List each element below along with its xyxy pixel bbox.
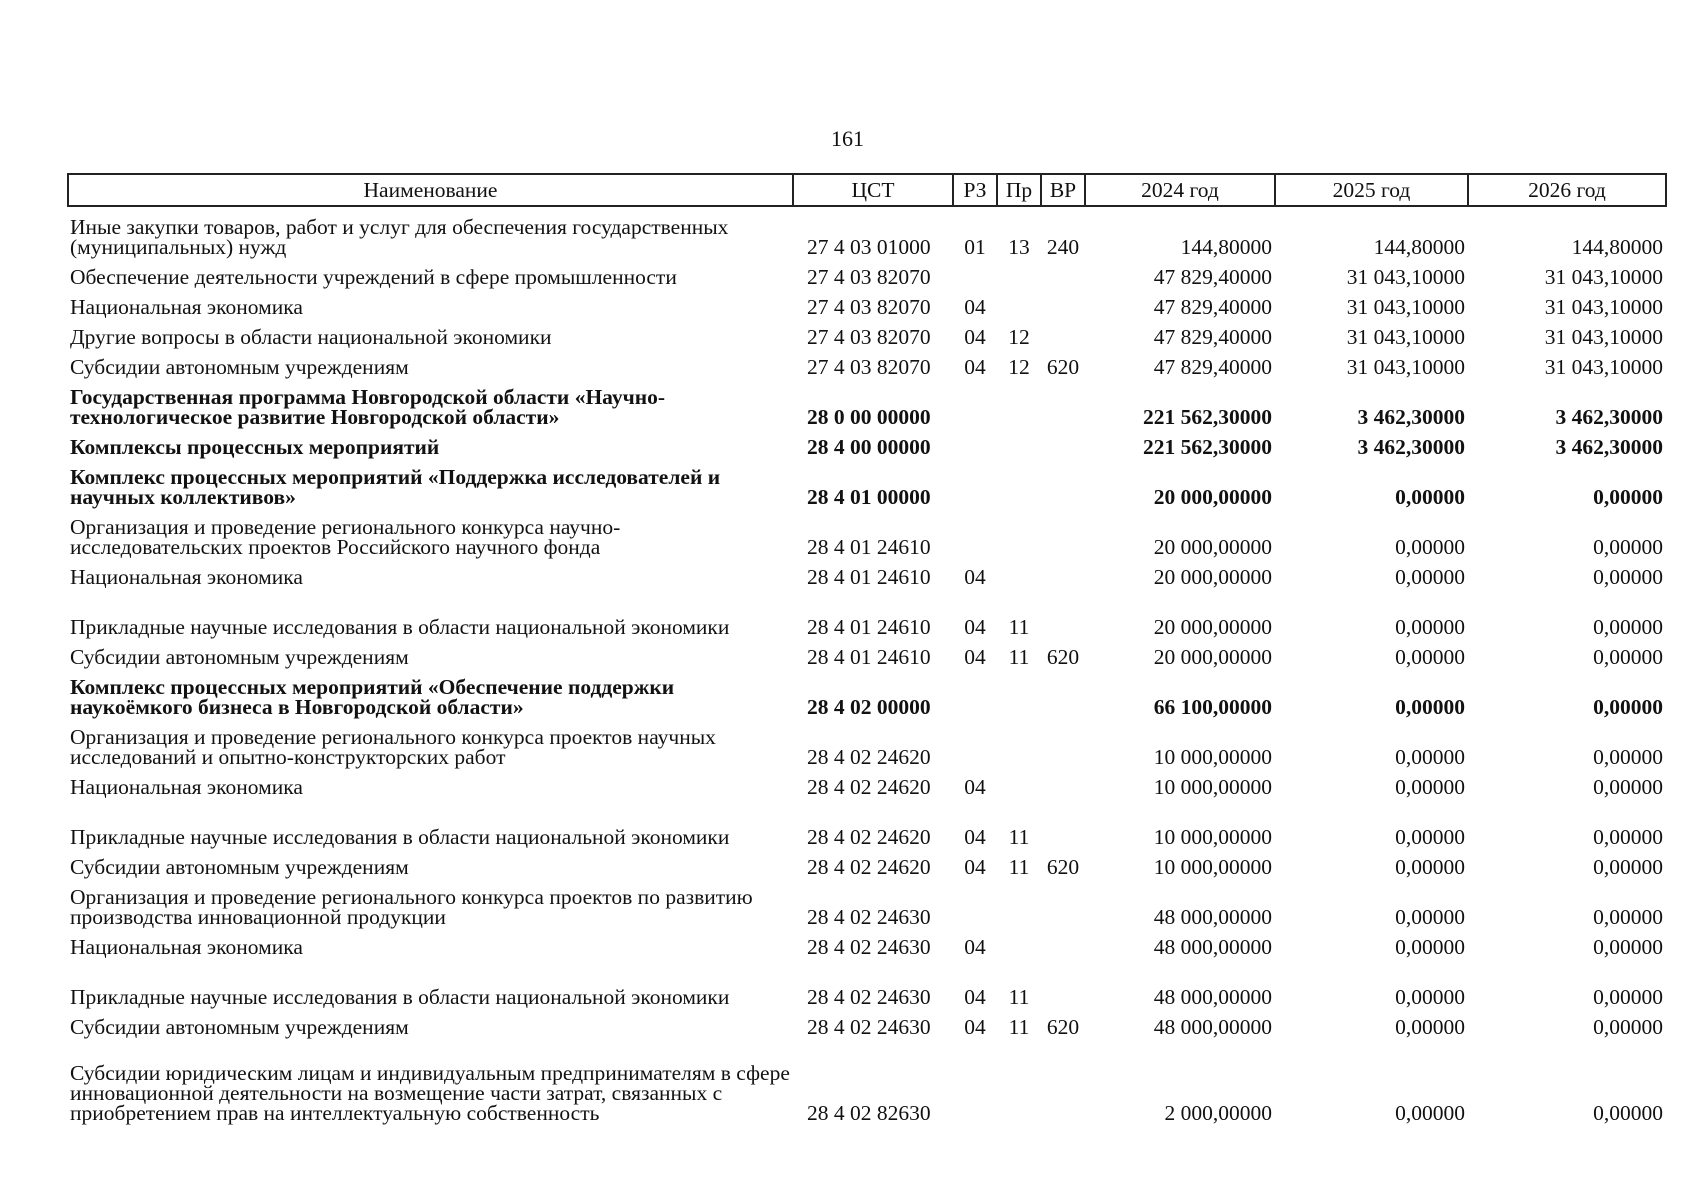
row-name: Прикладные научные исследования в области национальной экономики (70, 825, 730, 849)
row-name: Субсидии юридическим лицам и индивидуальным предпринимателям в сфере инновационной деятельности на возмещение части затрат, связанных с приобретением прав на интеллектуальную собственность (70, 1061, 790, 1125)
row-amount-2024: 10 000,00000 (1153, 855, 1272, 879)
table-body (68, 206, 1666, 1123)
row-rz: 04 (964, 775, 986, 799)
row-amount-2024: 20 000,00000 (1153, 535, 1272, 559)
row-vr (1041, 797, 1085, 847)
row-pr (997, 557, 1041, 587)
row-vr (1041, 877, 1085, 927)
row-pr: 11 (1008, 825, 1030, 849)
table-row (68, 797, 1666, 847)
budget-table (67, 173, 1667, 1123)
table-row (68, 717, 1666, 767)
row-name: Обеспечение деятельности учреждений в сфере промышленности (70, 265, 677, 289)
row-rz (953, 257, 997, 287)
row-pr: 11 (1008, 855, 1030, 879)
row-amount-2025: 0,00000 (1395, 855, 1465, 879)
row-cst: 28 4 02 24630 (807, 935, 931, 959)
header-cst: ЦСТ (793, 174, 953, 206)
row-amount-2025: 31 043,10000 (1346, 295, 1465, 319)
row-amount-2026: 3 462,30000 (1555, 435, 1663, 459)
row-cst: 27 4 03 82070 (807, 355, 931, 379)
row-rz: 04 (964, 645, 986, 669)
row-cst: 28 4 00 00000 (807, 435, 931, 459)
row-vr: 620 (1046, 355, 1080, 379)
row-vr (1041, 927, 1085, 957)
row-amount-2025: 0,00000 (1395, 775, 1465, 799)
row-amount-2025: 31 043,10000 (1346, 265, 1465, 289)
row-name: Иные закупки товаров, работ и услуг для обеспечения государственных (муниципальных) нужд (70, 215, 729, 259)
row-amount-2024: 20 000,00000 (1153, 485, 1272, 509)
header-2025: 2025 год (1275, 174, 1468, 206)
row-amount-2025: 144,80000 (1373, 235, 1465, 259)
header-pr: Пр (997, 174, 1041, 206)
row-pr (997, 667, 1041, 717)
table-row (68, 1007, 1666, 1037)
row-name: Комплекс процессных мероприятий «Поддержка исследователей и научных коллективов» (70, 465, 721, 509)
row-pr (997, 287, 1041, 317)
row-amount-2025: 0,00000 (1395, 485, 1465, 509)
row-amount-2024: 48 000,00000 (1153, 935, 1272, 959)
row-amount-2026: 0,00000 (1593, 905, 1663, 929)
table-row (68, 637, 1666, 667)
row-rz: 01 (964, 235, 986, 259)
row-cst: 28 4 02 24620 (807, 855, 931, 879)
row-vr: 620 (1046, 1015, 1080, 1039)
row-cst: 28 4 01 24610 (807, 615, 931, 639)
row-cst: 28 4 02 00000 (807, 695, 931, 719)
header-name: Наименование (68, 174, 793, 206)
row-pr (997, 507, 1041, 557)
row-rz: 04 (964, 565, 986, 589)
row-amount-2026: 0,00000 (1593, 985, 1663, 1009)
header-vr: ВР (1041, 174, 1085, 206)
table-row (68, 877, 1666, 927)
row-rz (953, 377, 997, 427)
row-cst: 28 0 00 00000 (807, 405, 931, 429)
row-amount-2024: 221 562,30000 (1143, 405, 1272, 429)
page-number: 161 (831, 126, 864, 151)
row-pr: 13 (1008, 235, 1030, 259)
row-amount-2026: 0,00000 (1593, 615, 1663, 639)
row-amount-2026: 0,00000 (1593, 695, 1663, 719)
row-cst: 28 4 02 82630 (807, 1101, 931, 1125)
table-row (68, 377, 1666, 427)
row-amount-2024: 48 000,00000 (1153, 985, 1272, 1009)
row-rz: 04 (964, 855, 986, 879)
row-vr (1041, 457, 1085, 507)
row-amount-2025: 0,00000 (1395, 905, 1465, 929)
table-row (68, 507, 1666, 557)
row-cst: 28 4 02 24620 (807, 775, 931, 799)
row-amount-2025: 0,00000 (1395, 535, 1465, 559)
row-vr (1041, 317, 1085, 347)
table-row (68, 287, 1666, 317)
table-row (68, 847, 1666, 877)
row-amount-2025: 0,00000 (1395, 985, 1465, 1009)
row-amount-2026: 0,00000 (1593, 565, 1663, 589)
row-name: Прикладные научные исследования в области национальной экономики (70, 615, 730, 639)
row-cst: 27 4 03 82070 (807, 325, 931, 349)
row-cst: 27 4 03 82070 (807, 295, 931, 319)
row-name: Организация и проведение регионального конкурса научно-исследовательских проектов Российского научного фонда (70, 515, 621, 559)
row-rz (953, 507, 997, 557)
row-rz (953, 717, 997, 767)
row-amount-2025: 0,00000 (1395, 825, 1465, 849)
row-name: Национальная экономика (70, 935, 303, 959)
table-row (68, 957, 1666, 1007)
row-amount-2026: 0,00000 (1593, 745, 1663, 769)
header-2024: 2024 год (1085, 174, 1275, 206)
row-amount-2024: 47 829,40000 (1153, 325, 1272, 349)
row-rz: 04 (964, 935, 986, 959)
row-amount-2024: 20 000,00000 (1153, 645, 1272, 669)
row-rz: 04 (964, 615, 986, 639)
table-row (68, 457, 1666, 507)
row-vr (1041, 507, 1085, 557)
row-rz (953, 457, 997, 507)
row-amount-2025: 0,00000 (1395, 615, 1465, 639)
row-name: Государственная программа Новгородской области «Научно-технологическое развитие Новгородской области» (70, 385, 665, 429)
row-vr (1041, 427, 1085, 457)
row-amount-2026: 0,00000 (1593, 935, 1663, 959)
row-cst: 28 4 01 24610 (807, 565, 931, 589)
row-amount-2026: 0,00000 (1593, 535, 1663, 559)
row-rz (953, 427, 997, 457)
row-amount-2026: 31 043,10000 (1544, 325, 1663, 349)
row-cst: 28 4 02 24630 (807, 1015, 931, 1039)
row-amount-2024: 48 000,00000 (1153, 905, 1272, 929)
row-vr (1041, 257, 1085, 287)
row-name: Прикладные научные исследования в области национальной экономики (70, 985, 730, 1009)
row-vr: 620 (1046, 855, 1080, 879)
row-amount-2024: 221 562,30000 (1143, 435, 1272, 459)
row-amount-2024: 10 000,00000 (1153, 775, 1272, 799)
row-amount-2024: 66 100,00000 (1153, 695, 1272, 719)
row-amount-2024: 47 829,40000 (1153, 355, 1272, 379)
row-cst: 28 4 02 24630 (807, 985, 931, 1009)
row-amount-2025: 31 043,10000 (1346, 325, 1465, 349)
row-pr (997, 377, 1041, 427)
table-row (68, 557, 1666, 587)
row-pr: 12 (1008, 325, 1030, 349)
row-amount-2026: 0,00000 (1593, 485, 1663, 509)
row-vr (1041, 1037, 1085, 1123)
table-row (68, 317, 1666, 347)
row-vr (1041, 557, 1085, 587)
table-header-row (68, 174, 1666, 206)
row-pr (997, 927, 1041, 957)
table-row (68, 1037, 1666, 1123)
row-vr (1041, 377, 1085, 427)
row-amount-2024: 10 000,00000 (1153, 745, 1272, 769)
row-cst: 28 4 02 24620 (807, 825, 931, 849)
row-pr: 11 (1008, 1015, 1030, 1039)
row-rz: 04 (964, 825, 986, 849)
row-vr (1041, 667, 1085, 717)
row-name: Субсидии автономным учреждениям (70, 855, 409, 879)
row-amount-2025: 0,00000 (1395, 935, 1465, 959)
row-vr (1041, 767, 1085, 797)
table-row (68, 587, 1666, 637)
row-amount-2026: 31 043,10000 (1544, 265, 1663, 289)
table-row (68, 206, 1666, 257)
row-name: Национальная экономика (70, 775, 303, 799)
row-amount-2026: 3 462,30000 (1555, 405, 1663, 429)
row-amount-2025: 31 043,10000 (1346, 355, 1465, 379)
header-rz: РЗ (953, 174, 997, 206)
row-cst: 28 4 01 24610 (807, 535, 931, 559)
row-vr (1041, 957, 1085, 1007)
row-amount-2025: 0,00000 (1395, 645, 1465, 669)
row-amount-2025: 0,00000 (1395, 1101, 1465, 1125)
row-amount-2026: 0,00000 (1593, 1101, 1663, 1125)
row-name: Национальная экономика (70, 295, 303, 319)
row-name: Комплекс процессных мероприятий «Обеспечение поддержки наукоёмкого бизнеса в Новгородской области» (70, 675, 675, 719)
table-row (68, 347, 1666, 377)
row-amount-2026: 31 043,10000 (1544, 355, 1663, 379)
row-amount-2025: 0,00000 (1395, 1015, 1465, 1039)
row-cst: 27 4 03 82070 (807, 265, 931, 289)
row-name: Комплексы процессных мероприятий (70, 435, 440, 459)
row-pr: 11 (1008, 645, 1030, 669)
row-amount-2024: 10 000,00000 (1153, 825, 1272, 849)
row-rz: 04 (964, 355, 986, 379)
row-pr (997, 257, 1041, 287)
row-cst: 27 4 03 01000 (807, 235, 931, 259)
row-vr (1041, 587, 1085, 637)
row-pr (997, 457, 1041, 507)
row-name: Субсидии автономным учреждениям (70, 355, 409, 379)
row-vr: 240 (1046, 235, 1080, 259)
row-amount-2024: 20 000,00000 (1153, 565, 1272, 589)
row-amount-2024: 47 829,40000 (1153, 295, 1272, 319)
row-amount-2026: 0,00000 (1593, 1015, 1663, 1039)
row-cst: 28 4 02 24630 (807, 905, 931, 929)
row-pr (997, 717, 1041, 767)
row-amount-2024: 144,80000 (1180, 235, 1272, 259)
table-row (68, 767, 1666, 797)
row-amount-2026: 31 043,10000 (1544, 295, 1663, 319)
row-name: Организация и проведение регионального конкурса проектов научных исследований и опытно-конструкторских работ (70, 725, 716, 769)
row-pr (997, 877, 1041, 927)
row-cst: 28 4 01 00000 (807, 485, 931, 509)
row-pr: 11 (1008, 615, 1030, 639)
header-2026: 2026 год (1468, 174, 1666, 206)
row-name: Другие вопросы в области национальной экономики (70, 325, 552, 349)
table-row (68, 927, 1666, 957)
row-amount-2024: 48 000,00000 (1153, 1015, 1272, 1039)
row-name: Организация и проведение регионального конкурса проектов по развитию производства инновационной продукции (70, 885, 753, 929)
row-pr: 12 (1008, 355, 1030, 379)
row-amount-2025: 3 462,30000 (1357, 405, 1465, 429)
row-rz: 04 (964, 985, 986, 1009)
row-amount-2025: 0,00000 (1395, 745, 1465, 769)
row-pr (997, 427, 1041, 457)
row-vr (1041, 717, 1085, 767)
row-amount-2024: 47 829,40000 (1153, 265, 1272, 289)
row-name: Национальная экономика (70, 565, 303, 589)
row-amount-2025: 0,00000 (1395, 695, 1465, 719)
row-pr (997, 1037, 1041, 1123)
row-name: Субсидии автономным учреждениям (70, 1015, 409, 1039)
table-row (68, 667, 1666, 717)
table-row (68, 427, 1666, 457)
table-row (68, 257, 1666, 287)
row-rz: 04 (964, 295, 986, 319)
row-pr: 11 (1008, 985, 1030, 1009)
row-amount-2026: 0,00000 (1593, 775, 1663, 799)
row-amount-2025: 3 462,30000 (1357, 435, 1465, 459)
row-cst: 28 4 01 24610 (807, 645, 931, 669)
row-rz (953, 667, 997, 717)
row-amount-2026: 0,00000 (1593, 855, 1663, 879)
row-amount-2024: 20 000,00000 (1153, 615, 1272, 639)
row-amount-2025: 0,00000 (1395, 565, 1465, 589)
row-amount-2026: 0,00000 (1593, 825, 1663, 849)
row-amount-2026: 144,80000 (1571, 235, 1663, 259)
row-cst: 28 4 02 24620 (807, 745, 931, 769)
row-pr (997, 767, 1041, 797)
row-rz: 04 (964, 1015, 986, 1039)
row-vr: 620 (1046, 645, 1080, 669)
row-rz: 04 (964, 325, 986, 349)
row-name: Субсидии автономным учреждениям (70, 645, 409, 669)
row-amount-2024: 2 000,00000 (1164, 1101, 1272, 1125)
row-rz (953, 1037, 997, 1123)
row-vr (1041, 287, 1085, 317)
row-amount-2026: 0,00000 (1593, 645, 1663, 669)
row-rz (953, 877, 997, 927)
